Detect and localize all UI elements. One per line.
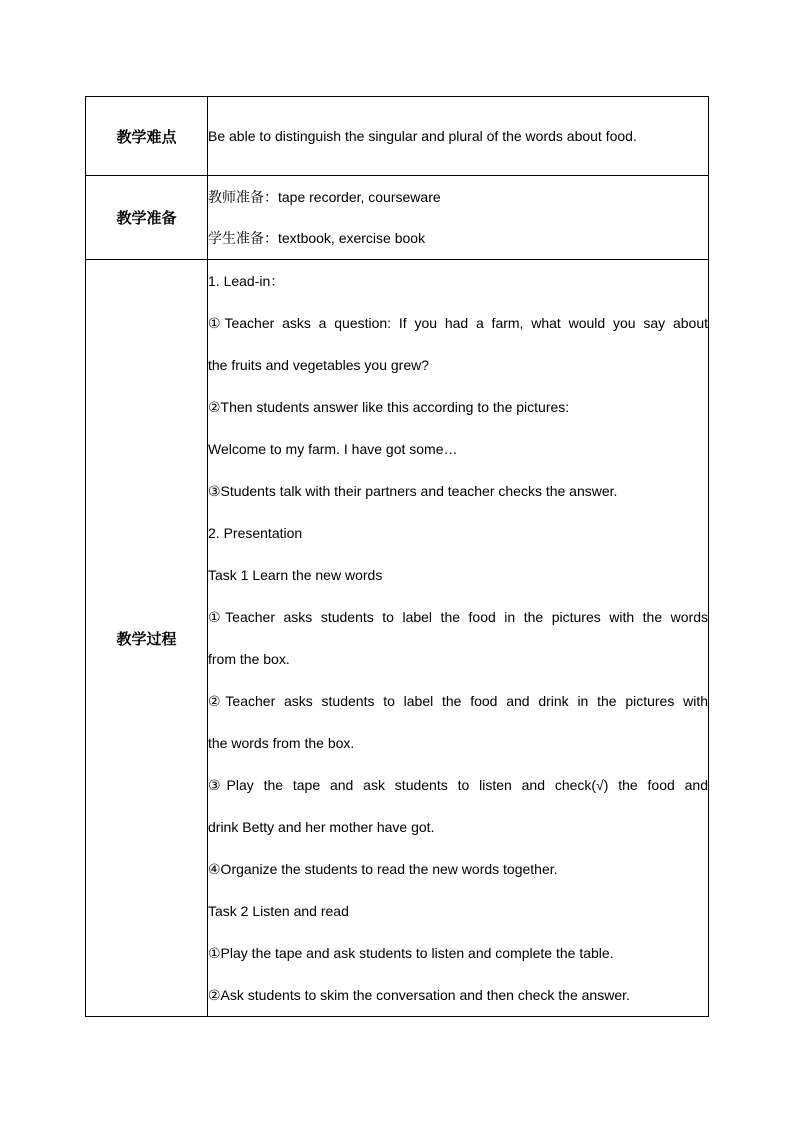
- process-line: ②Then students answer like this according to the pictures:: [208, 399, 570, 415]
- process-line: ①Teacher asks students to label the food in the pictures with the words: [208, 609, 708, 625]
- process-label: 教学过程: [86, 260, 208, 1017]
- process-line: the fruits and vegetables you grew?: [208, 357, 430, 373]
- preparation-content: [208, 176, 709, 260]
- student-preparation-line: 学生准备：textbook, exercise book: [208, 230, 426, 246]
- lesson-plan-table: [85, 96, 709, 1017]
- process-line: from the box.: [208, 651, 290, 667]
- process-line: Task 1 Learn the new words: [208, 567, 383, 583]
- process-content: [208, 260, 709, 1017]
- process-line: 2. Presentation: [208, 525, 303, 541]
- process-line: 1. Lead-in：: [208, 273, 285, 289]
- process-line: ②Ask students to skim the conversation and then check the answer.: [208, 987, 630, 1003]
- process-row: [86, 260, 709, 1017]
- process-line: ①Teacher asks a question: If you had a farm, what would you say about: [208, 315, 708, 331]
- difficulty-row: [86, 97, 709, 176]
- difficulty-content: [208, 97, 709, 176]
- teacher-preparation-line: 教师准备：tape recorder, courseware: [208, 189, 441, 205]
- process-line: Welcome to my farm. I have got some…: [208, 441, 458, 457]
- process-line: ④Organize the students to read the new words together.: [208, 861, 558, 877]
- process-line: ③Students talk with their partners and teacher checks the answer.: [208, 483, 618, 499]
- process-line: ③Play the tape and ask students to listen and check(√) the food and: [208, 777, 708, 793]
- process-line: Task 2 Listen and read: [208, 903, 349, 919]
- process-line: the words from the box.: [208, 735, 355, 751]
- preparation-label: 教学准备: [86, 176, 208, 260]
- difficulty-text: Be able to distinguish the singular and plural of the words about food.: [208, 128, 637, 144]
- preparation-row: [86, 176, 709, 260]
- process-line: ②Teacher asks students to label the food and drink in the pictures with: [208, 693, 708, 709]
- difficulty-label: 教学难点: [86, 97, 208, 176]
- process-line: ①Play the tape and ask students to listen and complete the table.: [208, 945, 614, 961]
- process-line: drink Betty and her mother have got.: [208, 819, 435, 835]
